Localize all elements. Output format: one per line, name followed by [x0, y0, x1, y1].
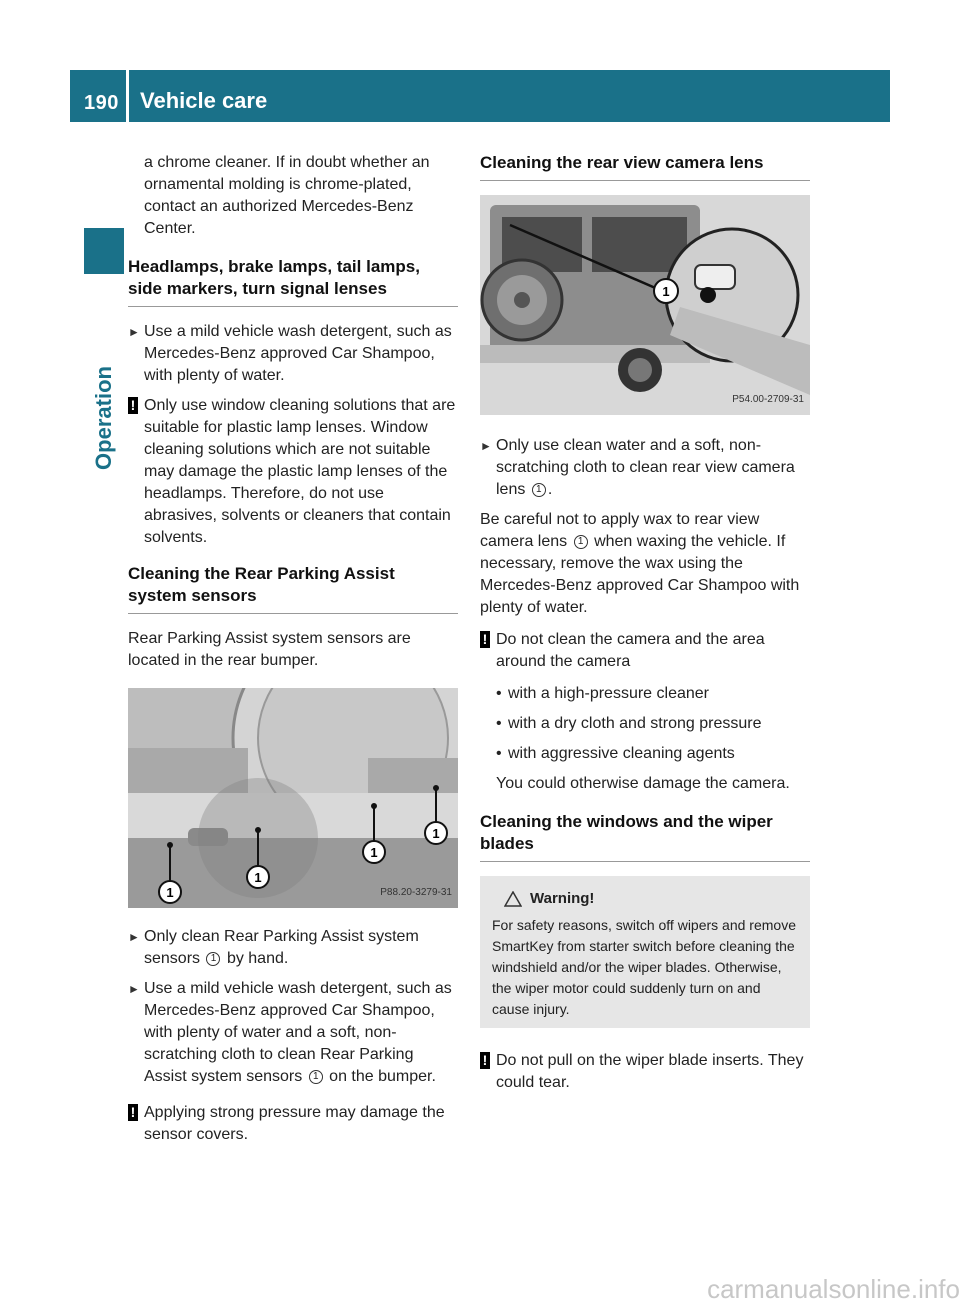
bullet-icon: • — [496, 715, 502, 732]
figure-code: P54.00-2709-31 — [732, 394, 804, 405]
step-arrow-icon: ► — [480, 439, 492, 453]
parking-step-1: ► Only clean Rear Parking Assist system sensors 1 by hand. — [128, 928, 419, 967]
side-tab-marker — [84, 228, 124, 274]
callout-1-icon: 1 — [574, 535, 588, 549]
page-title: Vehicle care — [140, 88, 268, 113]
caution-icon: ! — [480, 1052, 490, 1069]
camera-note-end: You could otherwise damage the camera. — [496, 775, 790, 792]
wiper-note: ! Do not pull on the wiper blade inserts. They could tear. — [480, 1050, 810, 1094]
warning-box — [480, 876, 810, 1028]
camera-wax-text: Be careful not to apply wax to rear view camera lens 1 when waxing the vehicle. If necessary, remove the wax using the Mercedes-Benz approved Car Shampoo with plenty of water. — [480, 511, 800, 616]
right-column — [480, 152, 810, 1104]
callout-label: 1 — [432, 826, 440, 841]
bumper-sensors-figure — [128, 688, 458, 908]
step-arrow-icon: ► — [128, 930, 140, 944]
callout-label: 1 — [662, 284, 670, 299]
page-number: 190 — [84, 92, 119, 114]
step-arrow-icon: ► — [128, 982, 140, 996]
warning-title: Warning! — [530, 890, 595, 907]
headlamps-heading: Headlamps, brake lamps, tail lamps, side markers, turn signal lenses — [128, 256, 458, 307]
camera-step: ► Only use clean water and a soft, non-scratching cloth to clean rear view camera lens 1 . — [480, 437, 795, 498]
header-divider — [126, 70, 129, 122]
headlamps-note: ! Only use window cleaning solutions that are suitable for plastic lamp lenses. Window cleaning solutions which are not suitable may damage the plastic lamp lenses of the headlamps. Therefore, do not use abrasives, solvents or cleaners that contain solvents. — [128, 395, 458, 549]
callout-label: 1 — [254, 870, 262, 885]
caution-icon: ! — [480, 631, 490, 648]
bullet-icon: • — [496, 685, 502, 702]
vehicle-rear-illustration — [480, 195, 810, 415]
figure-code: P88.20-3279-31 — [380, 887, 452, 898]
parking-note: ! Applying strong pressure may damage the sensor covers. — [128, 1102, 458, 1146]
warning-triangle-icon — [504, 891, 522, 907]
caution-icon: ! — [128, 1104, 138, 1121]
rear-camera-figure — [480, 195, 810, 415]
callout-1-icon: 1 — [206, 952, 220, 966]
camera-note: ! Do not clean the camera and the area around the camera — [480, 629, 810, 673]
watermark-site: carmanualsonline.info — [707, 1274, 960, 1302]
caution-icon: ! — [128, 397, 138, 414]
camera-bullet: • with aggressive cleaning agents — [480, 743, 810, 765]
headlamps-step: ► Use a mild vehicle wash detergent, such as Mercedes-Benz approved Car Shampoo, with plenty of water. — [128, 323, 452, 384]
parking-step-2: ► Use a mild vehicle wash detergent, such as Mercedes-Benz approved Car Shampoo, with plenty of water and a soft, non-scratching cloth to clean Rear Parking Assist system sensors 1 on the bumper. — [128, 980, 452, 1085]
camera-bullet: • with a dry cloth and strong pressure — [480, 713, 810, 735]
windows-heading: Cleaning the windows and the wiper blades — [480, 811, 810, 862]
callout-1-icon: 1 — [532, 483, 546, 497]
bumper-illustration — [128, 688, 458, 908]
parking-heading: Cleaning the Rear Parking Assist system sensors — [128, 563, 458, 614]
callout-label: 1 — [370, 845, 378, 860]
callout-label: 1 — [166, 885, 174, 900]
warning-text: For safety reasons, switch off wipers and remove SmartKey from starter switch before cleaning the windshield and/or the wiper blades. Otherwise, the wiper motor could suddenly turn on and cause injury. — [492, 917, 796, 1017]
camera-bullet: • with a high-pressure cleaner — [480, 683, 810, 705]
side-tab-label: Operation — [91, 366, 116, 470]
intro-text: a chrome cleaner. If in doubt whether an ornamental molding is chrome-plated, contact an authorized Mercedes-Benz Center. — [144, 154, 430, 237]
camera-heading: Cleaning the rear view camera lens — [480, 152, 810, 181]
parking-text: Rear Parking Assist system sensors are located in the rear bumper. — [128, 630, 411, 669]
left-column — [128, 152, 458, 1156]
bullet-icon: • — [496, 745, 502, 762]
step-arrow-icon: ► — [128, 325, 140, 339]
callout-1-icon: 1 — [309, 1070, 323, 1084]
